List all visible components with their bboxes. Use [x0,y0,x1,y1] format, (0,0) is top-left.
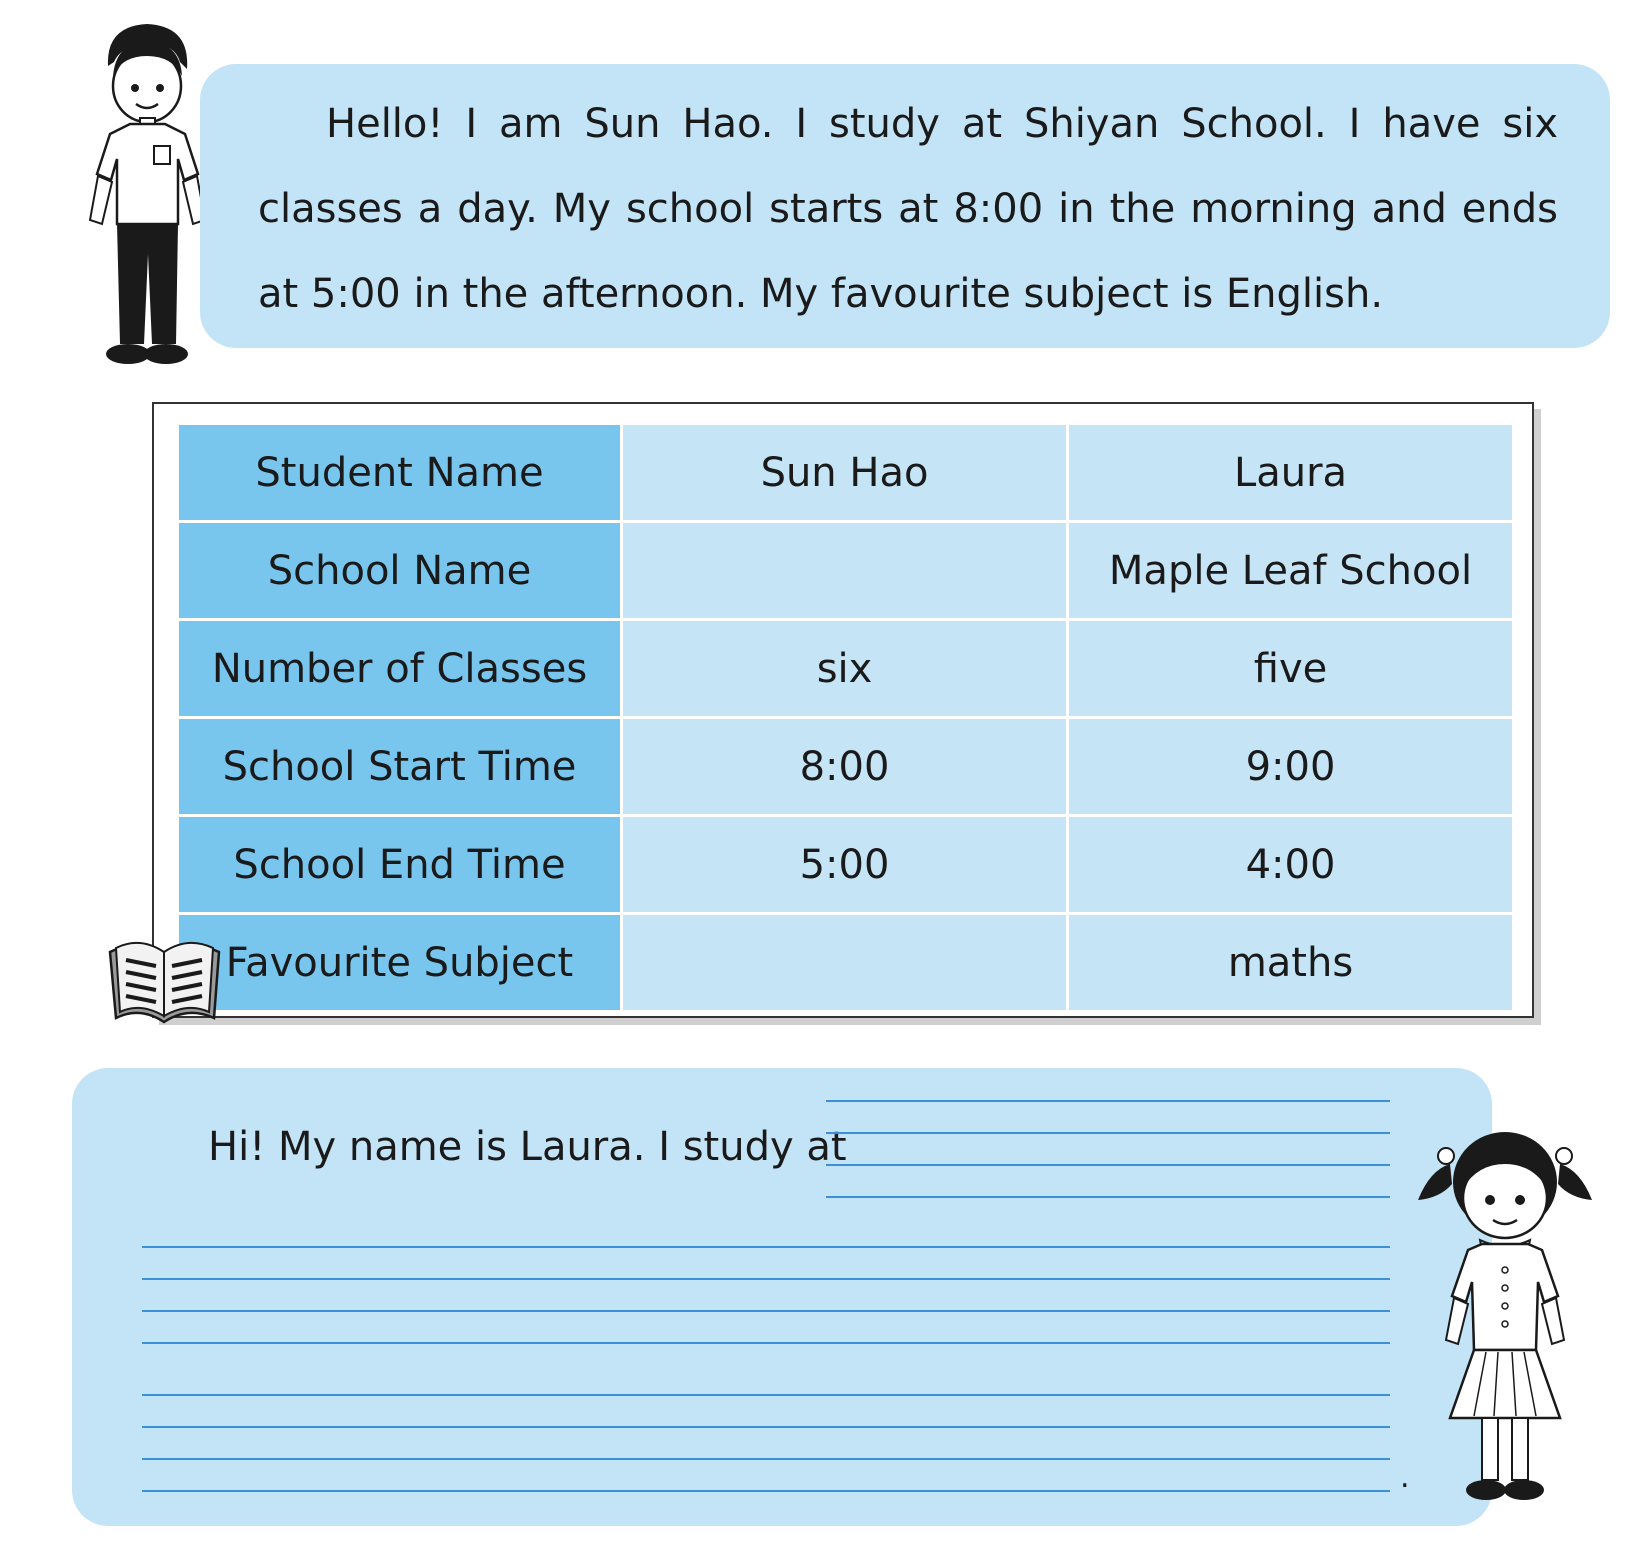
writing-prompt: Hi! My name is Laura. I study at [208,1124,847,1170]
cell-sun-hao [622,914,1068,1012]
school-info-table [176,422,1515,1013]
table-row [178,620,1514,718]
writing-line[interactable] [142,1394,1390,1396]
writing-line[interactable] [826,1164,1390,1166]
row-label: Student Name [178,424,622,522]
writing-line[interactable] [142,1342,1390,1344]
writing-line[interactable] [826,1132,1390,1134]
open-book-icon [102,930,227,1030]
cell-sun-hao [622,522,1068,620]
cell-laura: Maple Leaf School [1068,522,1514,620]
writing-line[interactable] [826,1100,1390,1102]
table-row [178,816,1514,914]
intro-text: Hello! I am Sun Hao. I study at Shiyan School. I have six classes a day. My school starts at 8:00 in the morning and ends at 5:00 in the afternoon. My favourite subject is English. [258,101,1558,317]
row-label: Favourite Subject [178,914,622,1012]
table-row [178,424,1514,522]
writing-line[interactable] [142,1246,1390,1248]
boy-illustration [80,14,215,376]
girl-illustration [1410,1100,1600,1520]
row-label: Number of Classes [178,620,622,718]
sentence-end-period: . [1400,1460,1410,1495]
cell-sun-hao: 5:00 [622,816,1068,914]
cell-laura: five [1068,620,1514,718]
cell-sun-hao: 8:00 [622,718,1068,816]
cell-sun-hao: six [622,620,1068,718]
cell-laura: maths [1068,914,1514,1012]
writing-line[interactable] [142,1458,1390,1460]
row-label: School Start Time [178,718,622,816]
table-row [178,718,1514,816]
row-label: School End Time [178,816,622,914]
row-label: School Name [178,522,622,620]
cell-sun-hao: Sun Hao [622,424,1068,522]
table-row [178,914,1514,1012]
table-row [178,522,1514,620]
writing-line[interactable] [826,1196,1390,1198]
writing-line[interactable] [142,1278,1390,1280]
cell-laura: Laura [1068,424,1514,522]
cell-laura: 4:00 [1068,816,1514,914]
writing-line[interactable] [142,1490,1390,1492]
intro-paragraph [258,82,1558,337]
writing-line[interactable] [142,1426,1390,1428]
writing-line[interactable] [142,1310,1390,1312]
cell-laura: 9:00 [1068,718,1514,816]
